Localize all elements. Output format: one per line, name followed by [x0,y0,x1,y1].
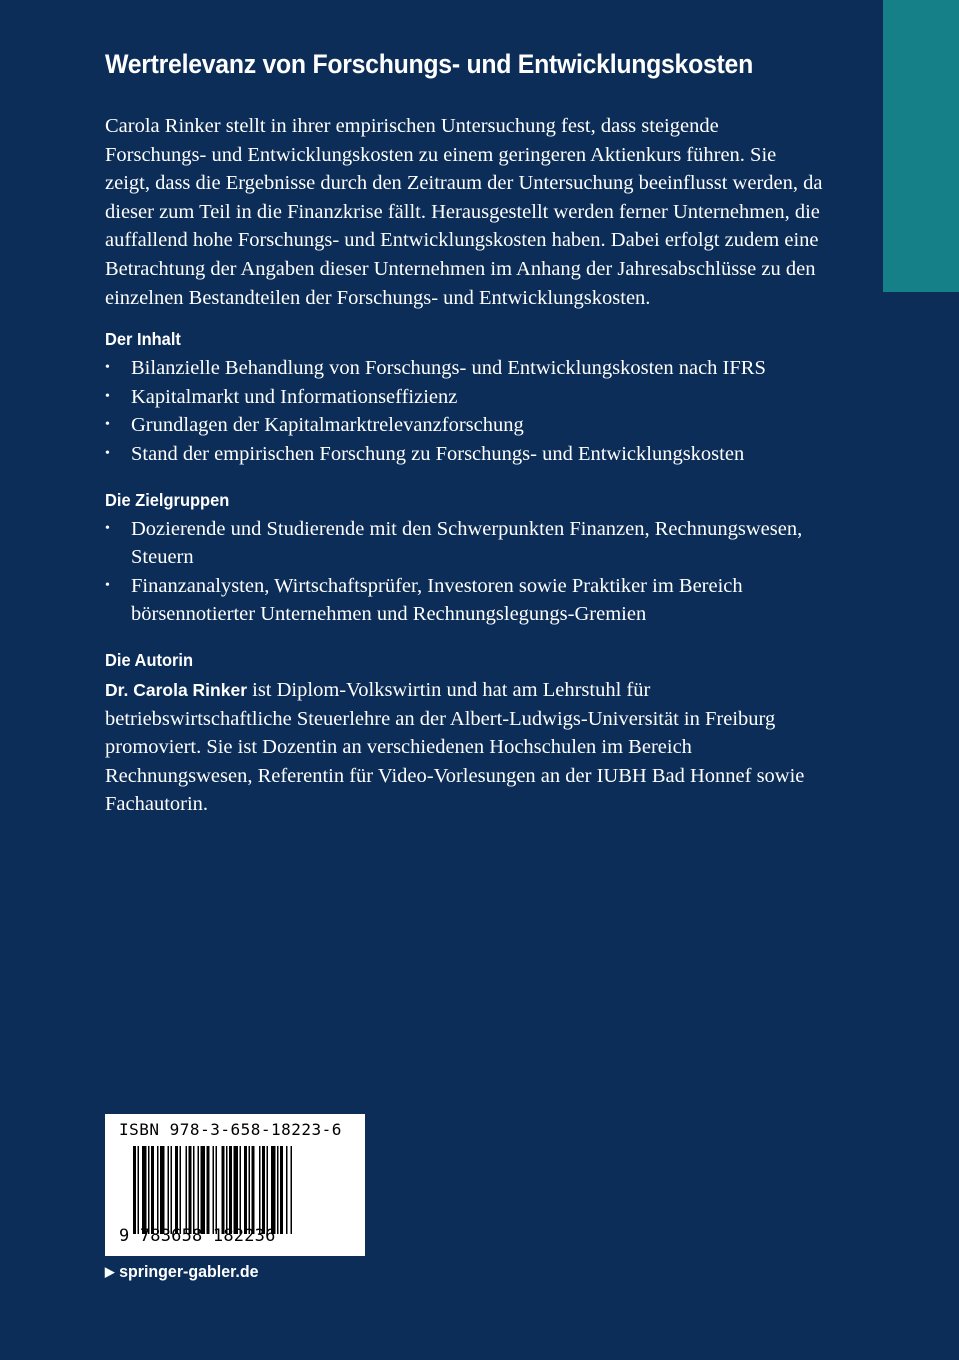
barcode-bar [234,1146,239,1234]
barcode-bar [160,1146,165,1234]
back-cover-text [105,44,825,819]
barcode-bar [151,1146,154,1234]
section-heading-inhalt: Der Inhalt [105,329,181,350]
list-item [105,354,825,383]
accent-tab [883,0,959,292]
barcode-bar [207,1146,210,1234]
ean-digits: 9 783658 182236 [119,1226,276,1246]
list-item [105,383,825,412]
arrow-right-icon: ▶ [105,1264,115,1279]
barcode-bar [142,1146,147,1234]
barcode-bar [216,1146,218,1234]
barcode-bar [280,1146,283,1234]
barcode-bar [189,1146,192,1234]
barcode-bar [186,1146,188,1234]
bullet-icon: • [105,445,110,461]
barcode-bar [267,1146,269,1234]
barcode-bar [252,1146,255,1234]
isbn-label: ISBN 978-3-658-18223-6 [119,1120,342,1139]
bullet-icon: • [105,388,110,404]
list-item [105,515,825,572]
barcode-bar [198,1146,200,1234]
section-heading-zielgruppen: Die Zielgruppen [105,489,230,510]
bullet-icon: • [105,520,110,536]
book-title: Wertrelevanz von Forschungs- und Entwicklungskosten [105,49,753,79]
barcode-bar [168,1146,170,1234]
isbn-barcode [105,1114,365,1256]
barcode-bars [133,1146,339,1234]
section-zielgruppen [105,487,825,629]
list-item [105,440,825,469]
barcode-bar [262,1146,265,1234]
barcode-bar [148,1146,150,1234]
barcode-bar [138,1146,140,1234]
list-item-text: Bilanzielle Behandlung von Forschungs- und Entwicklungskosten nach IFRS [131,357,766,380]
inhalt-list [105,354,825,468]
barcode-bar [249,1146,251,1234]
list-item-text: Stand der empirischen Forschung zu Forschungs- und Entwicklungskosten [131,442,745,465]
bullet-icon: • [105,577,110,593]
list-item-text: Finanzanalysten, Wirtschaftsprüfer, Investoren sowie Praktiker im Bereich börsennotierter Unternehmen und Rechnungslegungs-Gremien [131,574,743,626]
list-item-text: Kapitalmarkt und Informationseffizienz [131,385,458,408]
list-item-text: Grundlagen der Kapitalmarktrelevanzforschung [131,414,524,437]
barcode-bar [226,1146,228,1234]
zielgruppen-list [105,515,825,629]
barcode-bar [157,1146,159,1234]
barcode-bar [244,1146,247,1234]
section-inhalt [105,326,825,468]
barcode-bar [240,1146,242,1234]
author-name: Dr. Carola Rinker [105,679,247,700]
section-autorin [105,647,825,819]
barcode-bar [259,1146,261,1234]
barcode-bar [229,1146,232,1234]
barcode-bar [286,1146,288,1234]
barcode-bar [175,1146,178,1234]
barcode-bar [180,1146,182,1234]
barcode-bar [277,1146,279,1234]
barcode-bar [133,1146,136,1234]
publisher-link[interactable] [105,1262,259,1282]
barcode-bar [201,1146,206,1234]
bullet-icon: • [105,417,110,433]
barcode-bar [213,1146,215,1234]
author-bio [105,676,825,819]
barcode-bar [193,1146,195,1234]
barcode-bar [271,1146,276,1234]
intro-paragraph: Carola Rinker stellt in ihrer empirischen Untersuchung fest, dass steigende Forschungs- und Entwicklungskosten zu einem geringeren Aktienkurs führen. Sie zeigt, dass die Ergebnisse durch den Zeitraum der Untersuchung beeinflusst werden, da dieser zum Teil in die Finanzkrise fällt. Herausgestellt werden ferner Unternehmen, die auffallend hohe Forschungs- und Entwicklungskosten haben. Dabei erfolgt zudem eine Betrachtung der Angaben dieser Unternehmen im Anhang der Jahresabschlüsse zu den einzelnen Bestandteilen der Forschungs- und Entwicklungskosten. [105,115,823,309]
author-bio-text: ist Diplom-Volkswirtin und hat am Lehrstuhl für betriebswirtschaftliche Steuerlehre an der Albert-Ludwigs-Universität in Freiburg promoviert. Sie ist Dozentin an verschiedenen Hochschulen im Bereich Rechnungswesen, Referentin für Video-Vorlesungen an der IUBH Bad Honnef sowie Fachautorin. [105,678,805,816]
bullet-icon: • [105,360,110,376]
list-item-text: Dozierende und Studierende mit den Schwerpunkten Finanzen, Rechnungswesen, Steuern [131,517,803,569]
barcode-bar [291,1146,293,1234]
barcode-bar [222,1146,225,1234]
publisher-url: springer-gabler.de [119,1262,259,1281]
list-item [105,572,825,629]
list-item [105,411,825,440]
section-heading-autorin: Die Autorin [105,649,194,670]
barcode-bar [171,1146,173,1234]
